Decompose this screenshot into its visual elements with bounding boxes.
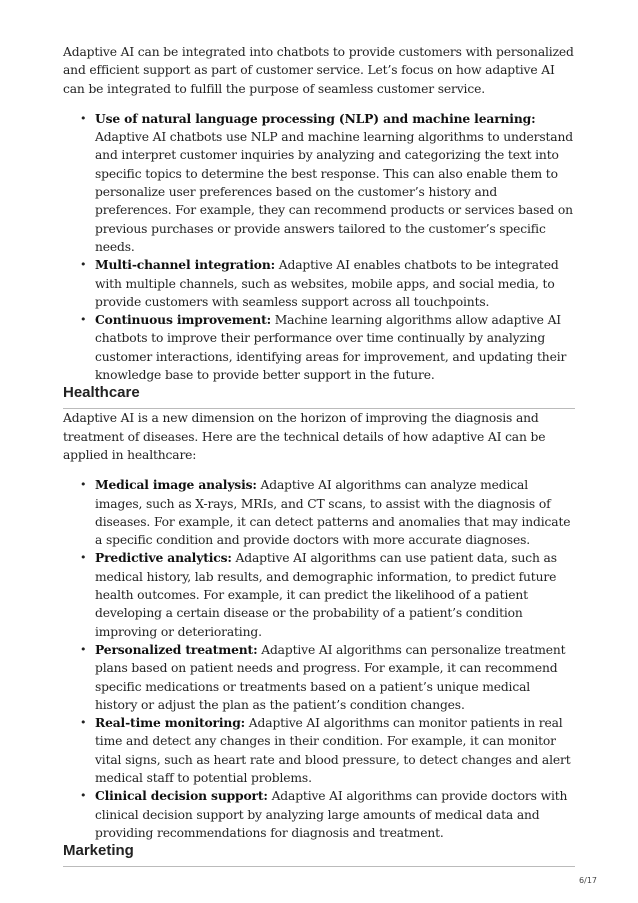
list-item-text: Adaptive AI algorithms can provide doctors with clinical decision support by analyzing large amounts of medical data and providing recommendations for diagnosis and treatment.: [95, 789, 568, 840]
bullet-icon: •: [80, 716, 87, 730]
list-item: [80, 714, 575, 787]
list-item-title: Continuous improvement:: [95, 312, 271, 328]
list-item: [80, 110, 575, 256]
list-item-text: Adaptive AI enables chatbots to be integrated with multiple channels, such as websites, mobile apps, and social media, to provide customers with seamless support across all touchpoints.: [95, 258, 559, 309]
list-item-title: Personalized treatment:: [95, 641, 258, 657]
list-item: [80, 476, 575, 549]
list-item-title: Use of natural language processing (NLP) and machine learning:: [95, 110, 536, 126]
list-item-text: Adaptive AI chatbots use NLP and machine learning algorithms to understand and interpret customer inquiries by analyzing and categorizing the text into specific topics to determine the best response. This can also enable them to personalize user preferences based on the customer’s history and preferences. For example, they can recommend products or services based on previous purchases or provide answers tailored to the customer’s specific needs.: [95, 130, 573, 254]
list-item-text: Machine learning algorithms allow adaptive AI chatbots to improve their performance over time continually by analyzing customer interactions, identifying areas for improvement, and updating their knowledge base to provide better support in the future.: [95, 313, 567, 383]
bullet-icon: •: [80, 789, 87, 803]
customer-service-list: [63, 110, 575, 384]
list-item-title: Medical image analysis:: [95, 477, 257, 493]
list-item-title: Predictive analytics:: [95, 550, 232, 566]
list-item-text: Adaptive AI algorithms can use patient data, such as medical history, lab results, and demographic information, to predict future health outcomes. For example, it can predict the likelihood of a patient developing a certain disease or the probability of a patient’s condition improving or deteriorating.: [95, 551, 557, 639]
bullet-icon: •: [80, 258, 87, 272]
list-item-text: Adaptive AI algorithms can monitor patients in real time and detect any changes in their condition. For example, it can monitor vital signs, such as heart rate and blood pressure, to detect changes and alert medical staff to potential problems.: [95, 716, 571, 785]
document-page: [63, 43, 575, 867]
list-item: [80, 641, 575, 714]
page-number: 6/17: [579, 876, 597, 885]
bullet-icon: •: [80, 111, 87, 125]
list-item: [80, 787, 575, 842]
bullet-icon: •: [80, 313, 87, 327]
marketing-heading: Marketing: [63, 842, 575, 867]
healthcare-intro: Adaptive AI is a new dimension on the horizon of improving the diagnosis and treatment of diseases. Here are the technical details of how adaptive AI can be applied in healthcare:: [63, 411, 546, 462]
bullet-icon: •: [80, 478, 87, 492]
list-item-title: Clinical decision support:: [95, 788, 268, 804]
bullet-icon: •: [80, 642, 87, 656]
list-item: [80, 256, 575, 311]
list-item: [80, 549, 575, 640]
healthcare-list: [63, 476, 575, 842]
list-item-text: Adaptive AI algorithms can personalize treatment plans based on patient needs and progress. For example, it can recommend specific medications or treatments based on a patient’s unique medical history or adjust the plan as the patient’s condition changes.: [95, 642, 566, 712]
healthcare-heading: Healthcare: [63, 384, 575, 409]
customer-service-intro: Adaptive AI can be integrated into chatbots to provide customers with personalized and efficient support as part of customer service. Let’s focus on how adaptive AI can be integrated to fulfill the purpose of seamless customer service.: [63, 45, 574, 96]
list-item-title: Multi-channel integration:: [95, 257, 276, 273]
list-item: [80, 311, 575, 384]
list-item-text: Adaptive AI algorithms can analyze medical images, such as X-rays, MRIs, and CT scans, to assist with the diagnosis of diseases. For example, it can detect patterns and anomalies that may indicate a specific condition and provide doctors with more accurate diagnoses.: [95, 478, 571, 548]
bullet-icon: •: [80, 551, 87, 565]
list-item-title: Real-time monitoring:: [95, 715, 246, 731]
